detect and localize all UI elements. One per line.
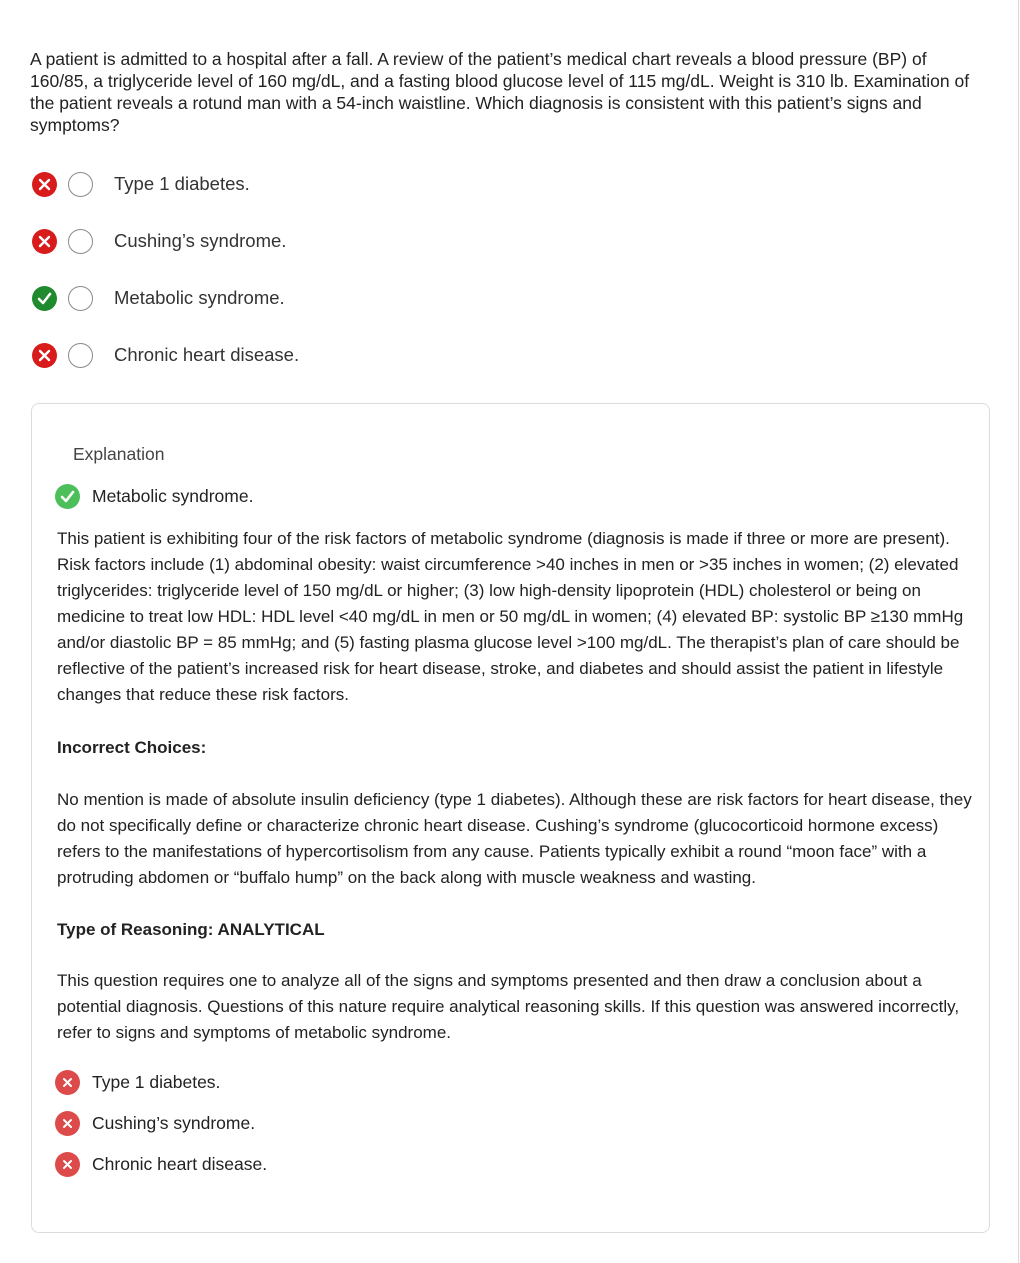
- correct-answer-row: [55, 484, 253, 509]
- incorrect-choices-body: No mention is made of absolute insulin deficiency (type 1 diabetes). Although these are risk factors for heart disease, they do not specifically define or characterize chronic heart disease. Cushing’s syndrome (glucocorticoid hormone excess) refers to the manifestations of hypercortisolism from any cause. Patients typically exhibit a round “moon face” with a protruding abdomen or “buffalo hump” on the back along with muscle weakness and wasting.: [57, 790, 972, 887]
- explanation-panel: [31, 403, 990, 1233]
- correct-check-icon: [32, 286, 57, 311]
- radio-button[interactable]: [68, 343, 93, 368]
- question-text: A patient is admitted to a hospital after a fall. A review of the patient’s medical chart reveals a blood pressure (BP) of 160/85, a triglyceride level of 160 mg/dL, and a fasting blood glucose level of 115 mg/dL. Weight is 310 lb. Examination of the patient reveals a rotund man with a 54-inch waistline. Which diagnosis is consistent with this patient’s signs and symptoms?: [30, 49, 970, 135]
- list-item: [55, 1111, 267, 1136]
- explanation-title: Explanation: [73, 444, 165, 464]
- wrong-answers-list: [55, 1070, 267, 1193]
- option-label: Metabolic syndrome.: [114, 287, 285, 308]
- list-item: [55, 1070, 267, 1095]
- wrong-answer-text: Chronic heart disease.: [92, 1154, 268, 1174]
- radio-button[interactable]: [68, 229, 93, 254]
- list-item: [55, 1152, 267, 1177]
- option-label: Chronic heart disease.: [114, 344, 300, 365]
- wrong-x-icon: [32, 343, 57, 368]
- check-circle-icon: [55, 484, 80, 509]
- wrong-x-icon: [32, 229, 57, 254]
- option-label: Cushing’s syndrome.: [114, 230, 287, 251]
- radio-button[interactable]: [68, 286, 93, 311]
- wrong-x-icon: [32, 172, 57, 197]
- page-right-border: [1018, 0, 1019, 1263]
- x-circle-icon: [55, 1070, 80, 1095]
- option-chronic-heart-disease[interactable]: [32, 341, 299, 369]
- answer-options: [32, 170, 299, 398]
- option-label: Type 1 diabetes.: [114, 173, 250, 194]
- option-cushings-syndrome[interactable]: [32, 227, 299, 255]
- wrong-answer-text: Cushing’s syndrome.: [92, 1113, 256, 1133]
- option-type1-diabetes[interactable]: [32, 170, 299, 198]
- option-metabolic-syndrome[interactable]: [32, 284, 299, 312]
- explanation-body: This patient is exhibiting four of the risk factors of metabolic syndrome (diagnosis is made if three or more are present). Risk factors include (1) abdominal obesity: waist circumference >40 inches in men or >35 inches in women; (2) elevated triglycerides: triglyceride level of 150 mg/dL or higher; (3) low high-density lipoprotein (HDL) cholesterol or being on medicine to treat low HDL: HDL level <40 mg/dL in men or 50 mg/dL in women; (4) elevated BP: systolic BP ≥130 mmHg and/or diastolic BP = 85 mmHg; and (5) fasting plasma glucose level >100 mg/dL. The therapist’s plan of care should be reflective of the patient’s increased risk for heart disease, stroke, and diabetes and should assist the patient in lifestyle changes that reduce these risk factors.: [57, 529, 964, 704]
- reasoning-heading: Type of Reasoning: ANALYTICAL: [57, 920, 325, 939]
- radio-button[interactable]: [68, 172, 93, 197]
- wrong-answer-text: Type 1 diabetes.: [92, 1072, 221, 1092]
- correct-answer-text: Metabolic syndrome.: [92, 486, 254, 506]
- reasoning-body: This question requires one to analyze all of the signs and symptoms presented and then draw a conclusion about a potential diagnosis. Questions of this nature require analytical reasoning skills. If this question was answered incorrectly, refer to signs and symptoms of metabolic syndrome.: [57, 971, 960, 1042]
- x-circle-icon: [55, 1152, 80, 1177]
- x-circle-icon: [55, 1111, 80, 1136]
- incorrect-choices-heading: Incorrect Choices:: [57, 738, 207, 757]
